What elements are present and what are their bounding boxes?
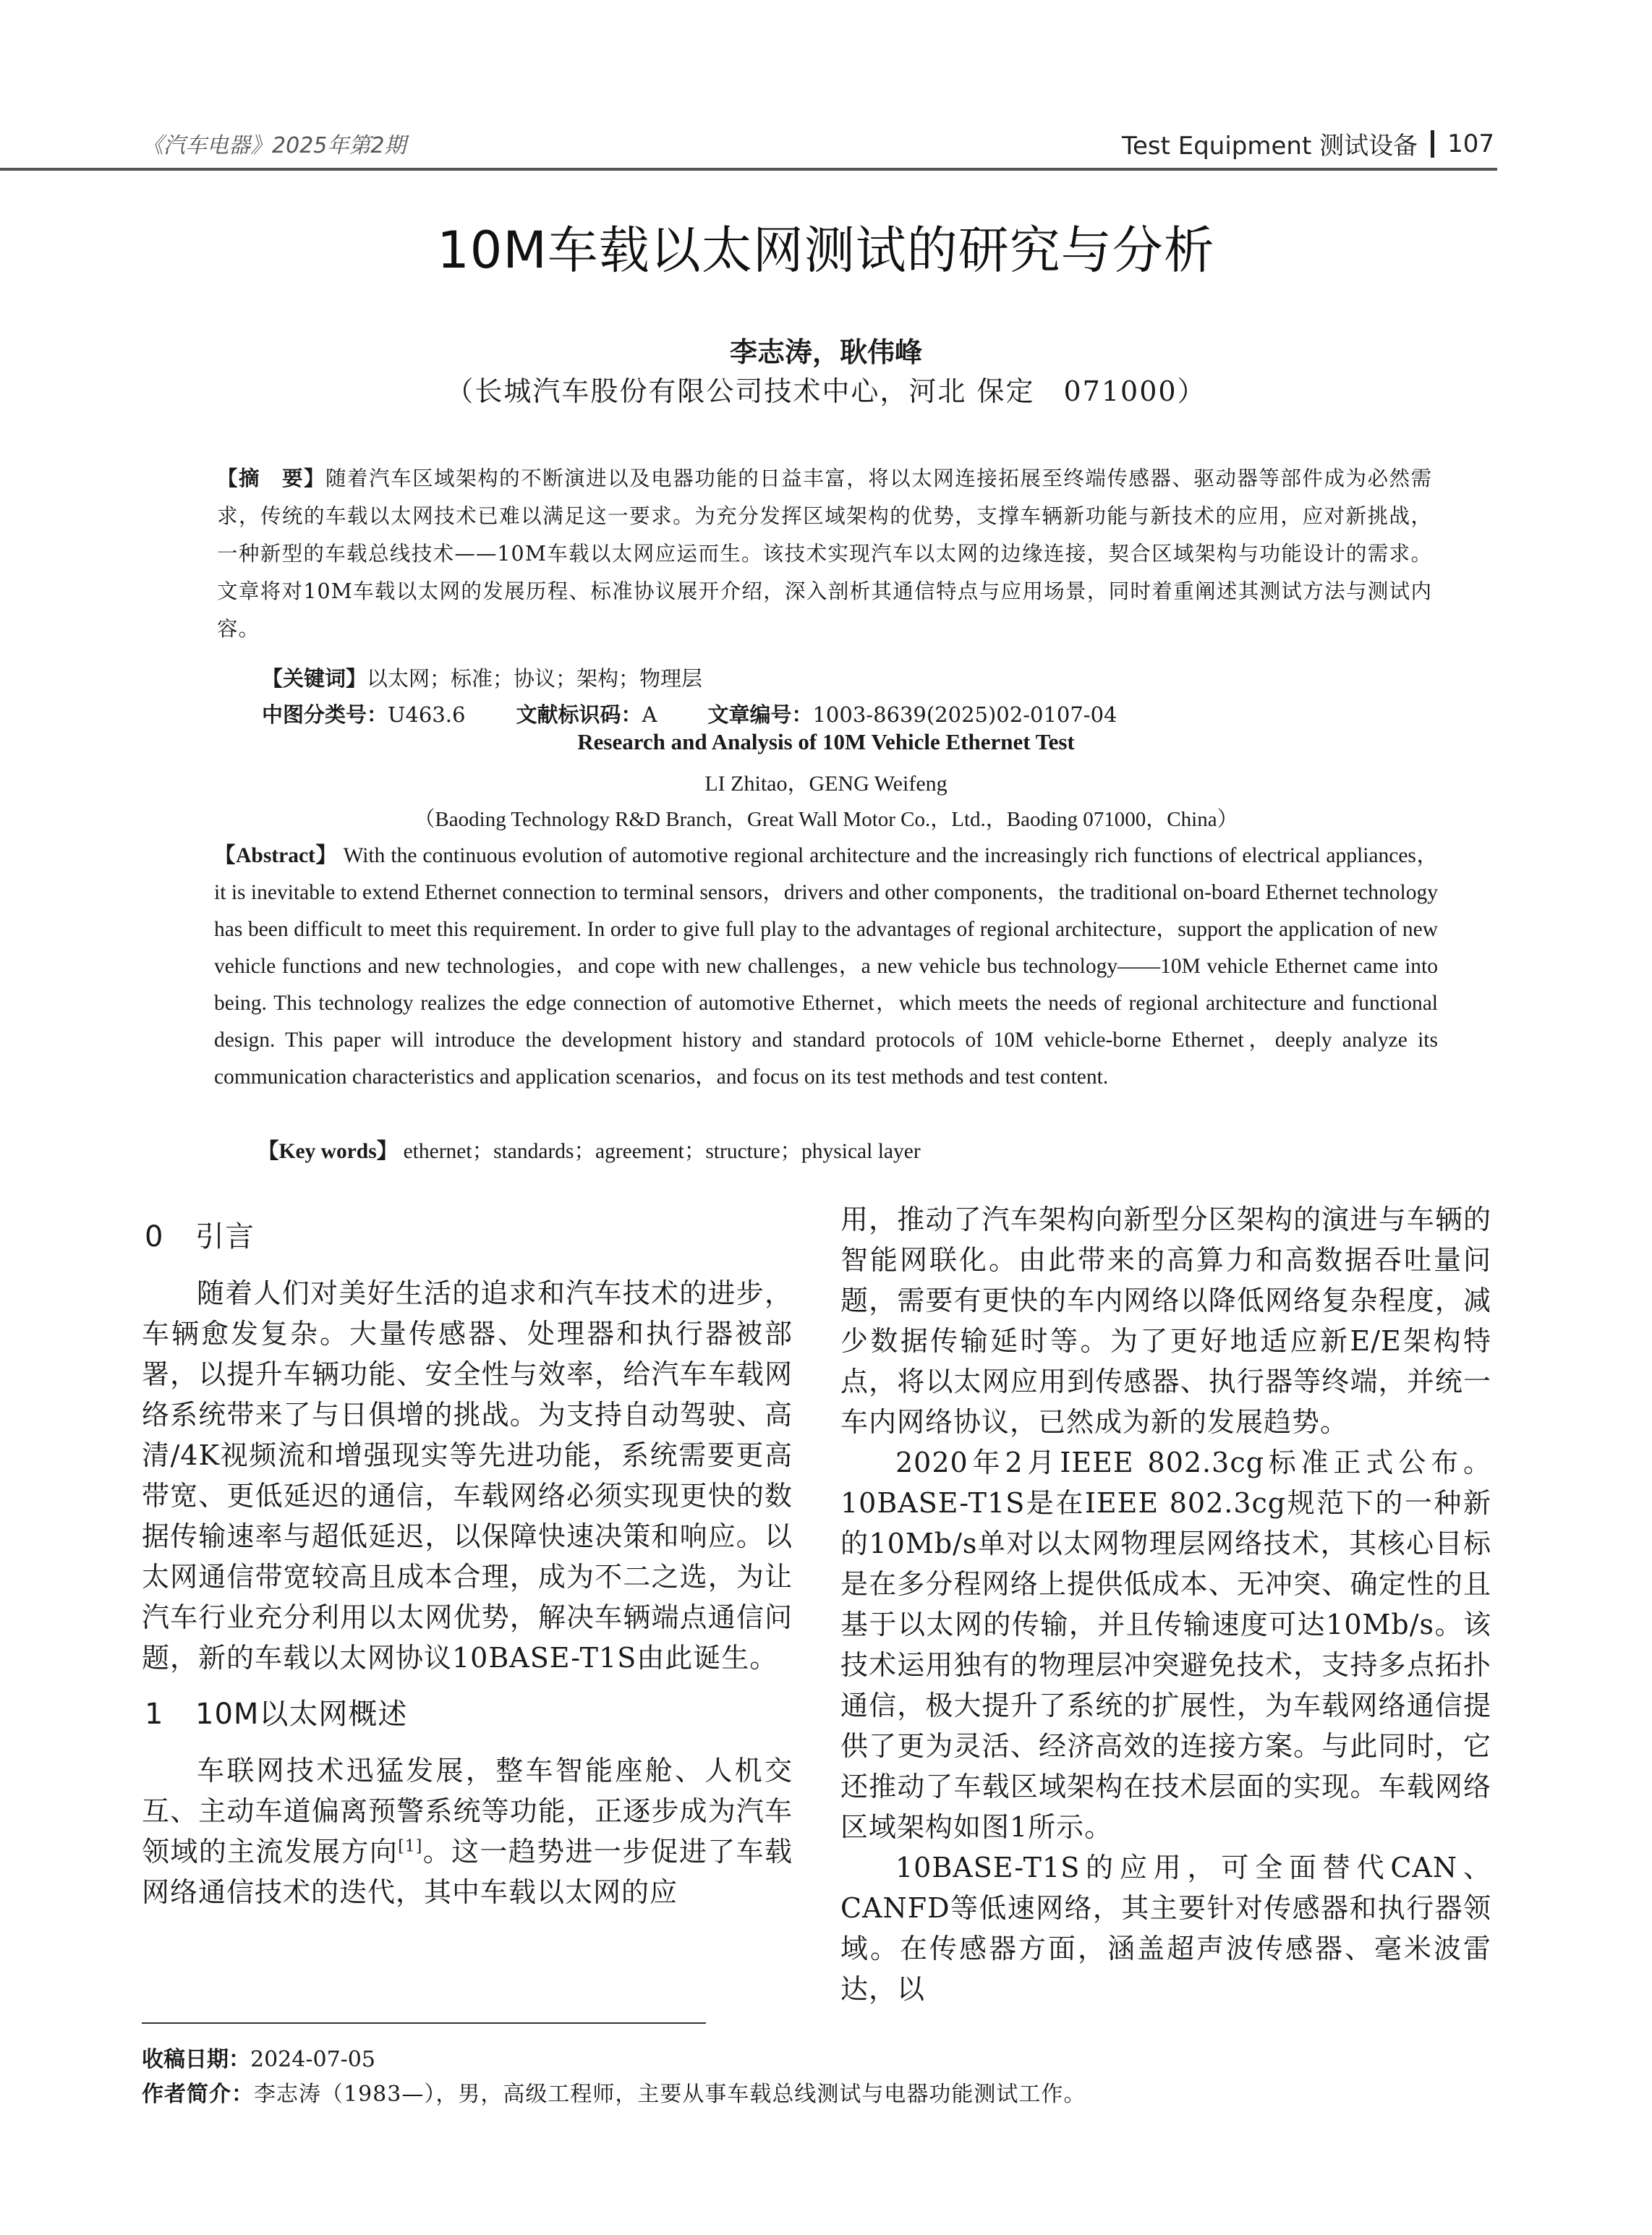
keywords-en [257,1134,921,1165]
authors: 李志涛，耿伟峰 [729,336,922,368]
affiliation: （长城汽车股份有限公司技术中心，河北 保定 071000） [446,375,1206,407]
keywords-en-text: ethernet；standards；agreement；structure；physical layer [403,1140,921,1163]
document-code: 文献标识码：A [516,702,657,727]
english-authors: LI Zhitao，GENG Weifeng [704,772,948,796]
page-number: 107 [1447,129,1494,158]
running-header [1122,126,1494,161]
keywords-label: 【关键词】 [262,666,367,691]
paragraph: 车联网技术迅猛发展，整车智能座舱、人机交互、主动车道偏离预警系统等功能，正逐步成为汽车领域的主流发展方向[1]。这一趋势进一步促进了车载网络通信技术的迭代，其中车载以太网的应 [142,1755,793,1908]
citation-ref: [1] [398,1837,423,1856]
section-name: Test Equipment 测试设备 [1121,132,1418,161]
header-rule [0,168,1497,171]
english-title: Research and Analysis of 10M Vehicle Ethernet Test [577,729,1075,754]
abstract-en-text: With the continuous evolution of automotive regional architecture and the increasingly rich functions of electrical appliances，it is inevitable to extend Ethernet connection to terminal sensors，drivers and other components，the traditional on-board Ethernet technology has been difficult to meet this requirement. In order to give full play to the advantages of regional architecture，support the application of new vehicle functions and new technologies，and cope with new challenges，a new vehicle bus technology——10M vehicle Ethernet came into being. This technology realizes the edge connection of automotive Ethernet，which meets the needs of regional architecture and functional design. This paper will introduce the development history and standard protocols of 10M vehicle-borne Ethernet，deeply analyze its communication characteristics and application scenarios，and focus on its test methods and test content. [214,844,1439,1089]
paper-title: 10M车载以太网测试的研究与分析 [437,221,1215,280]
keywords-cn [262,663,702,692]
author-bio: 作者简介：李志涛（1983—），男，高级工程师，主要从事车载总线测试与电器功能测试工作。 [142,2082,1086,2107]
abstract-text: 随着汽车区域架构的不断演进以及电器功能的日益丰富，将以太网连接拓展至终端传感器、驱动器等部件成为必然需求，传统的车载以太网技术已难以满足这一要求。为充分发挥区域架构的优势，支撑车辆新功能与新技术的应用，应对新挑战，一种新型的车载总线技术——10M车载以太网应运而生。该技术实现汽车以太网的边缘连接，契合区域架构与功能设计的需求。文章将对10M车载以太网的发展历程、标准协议展开介绍，深入剖析其通信特点与应用场景，同时着重阐述其测试方法与测试内容。 [217,467,1432,641]
header-divider [1431,130,1434,158]
left-column [142,1215,793,1912]
abstract-label: 【摘 要】 [217,467,326,490]
english-affiliation: （Baoding Technology R&D Branch，Great Wall Motor Co.，Ltd.，Baoding 071000，China） [414,808,1238,831]
section-heading-overview: 1 10M以太网概述 [145,1698,408,1731]
abstract-en [214,838,1438,1096]
classification-line [262,699,1117,728]
right-column [840,1199,1491,2009]
keywords-text: 以太网；标准；协议；架构；物理层 [367,666,703,691]
paragraph: 10BASE-T1S的应用，可全面替代CAN、CANFD等低速网络，其主要针对传感器和执行器领域。在传感器方面，涵盖超声波传感器、毫米波雷达，以 [840,1852,1491,2005]
section-heading-introduction: 0 引言 [145,1220,255,1253]
paragraph: 用，推动了汽车架构向新型分区架构的演进与车辆的智能网联化。由此带来的高算力和高数据吞吐量问题，需要有更快的车内网络以降低网络复杂程度，减少数据传输延时等。为了更好地适应新E/E架构特点，将以太网应用到传感器、执行器等终端，并统一车内网络协议，已然成为新的发展趋势。 [840,1204,1491,1438]
keywords-en-label: 【Key words】 [257,1140,399,1163]
received-date: 收稿日期：2024-07-05 [142,2047,375,2072]
paragraph: 2020年2月IEEE 802.3cg标准正式公布。10BASE-T1S是在IEEE 802.3cg规范下的一种新的10Mb/s单对以太网物理层网络技术，其核心目标是在多分程网络上提供低成本、无冲突、确定性的且基于以太网的传输，并且传输速度可达10Mb/s。该技术运用独有的物理层冲突避免技术，支持多点拓扑通信，极大提升了系统的扩展性，为车载网络通信提供了更为灵活、经济高效的连接方案。与此同时，它还推动了车载区域架构在技术层面的实现。车载网络区域架构如图1所示。 [840,1447,1491,1843]
article-number: 文章编号：1003-8639(2025)02-0107-04 [707,702,1117,727]
clc-number: 中图分类号：U463.6 [262,702,466,727]
journal-issue: 《汽车电器》2025年第2期 [142,133,406,158]
abstract-cn [217,460,1432,648]
paragraph: 随着人们对美好生活的追求和汽车技术的进步，车辆愈发复杂。大量传感器、处理器和执行器被部署，以提升车辆功能、安全性与效率，给汽车车载网络系统带来了与日俱增的挑战。为支持自动驾驶、高清/4K视频流和增强现实等先进功能，系统需要更高带宽、更低延迟的通信，车载网络必须实现更快的数据传输速率与超低延迟，以保障快速决策和响应。以太网通信带宽较高且成本合理，成为不二之选，为让汽车行业充分利用以太网优势，解决车辆端点通信问题，新的车载以太网协议10BASE-T1S由此诞生。 [142,1277,793,1674]
footnote-rule [142,2022,706,2024]
abstract-en-label: 【Abstract】 [214,844,338,867]
